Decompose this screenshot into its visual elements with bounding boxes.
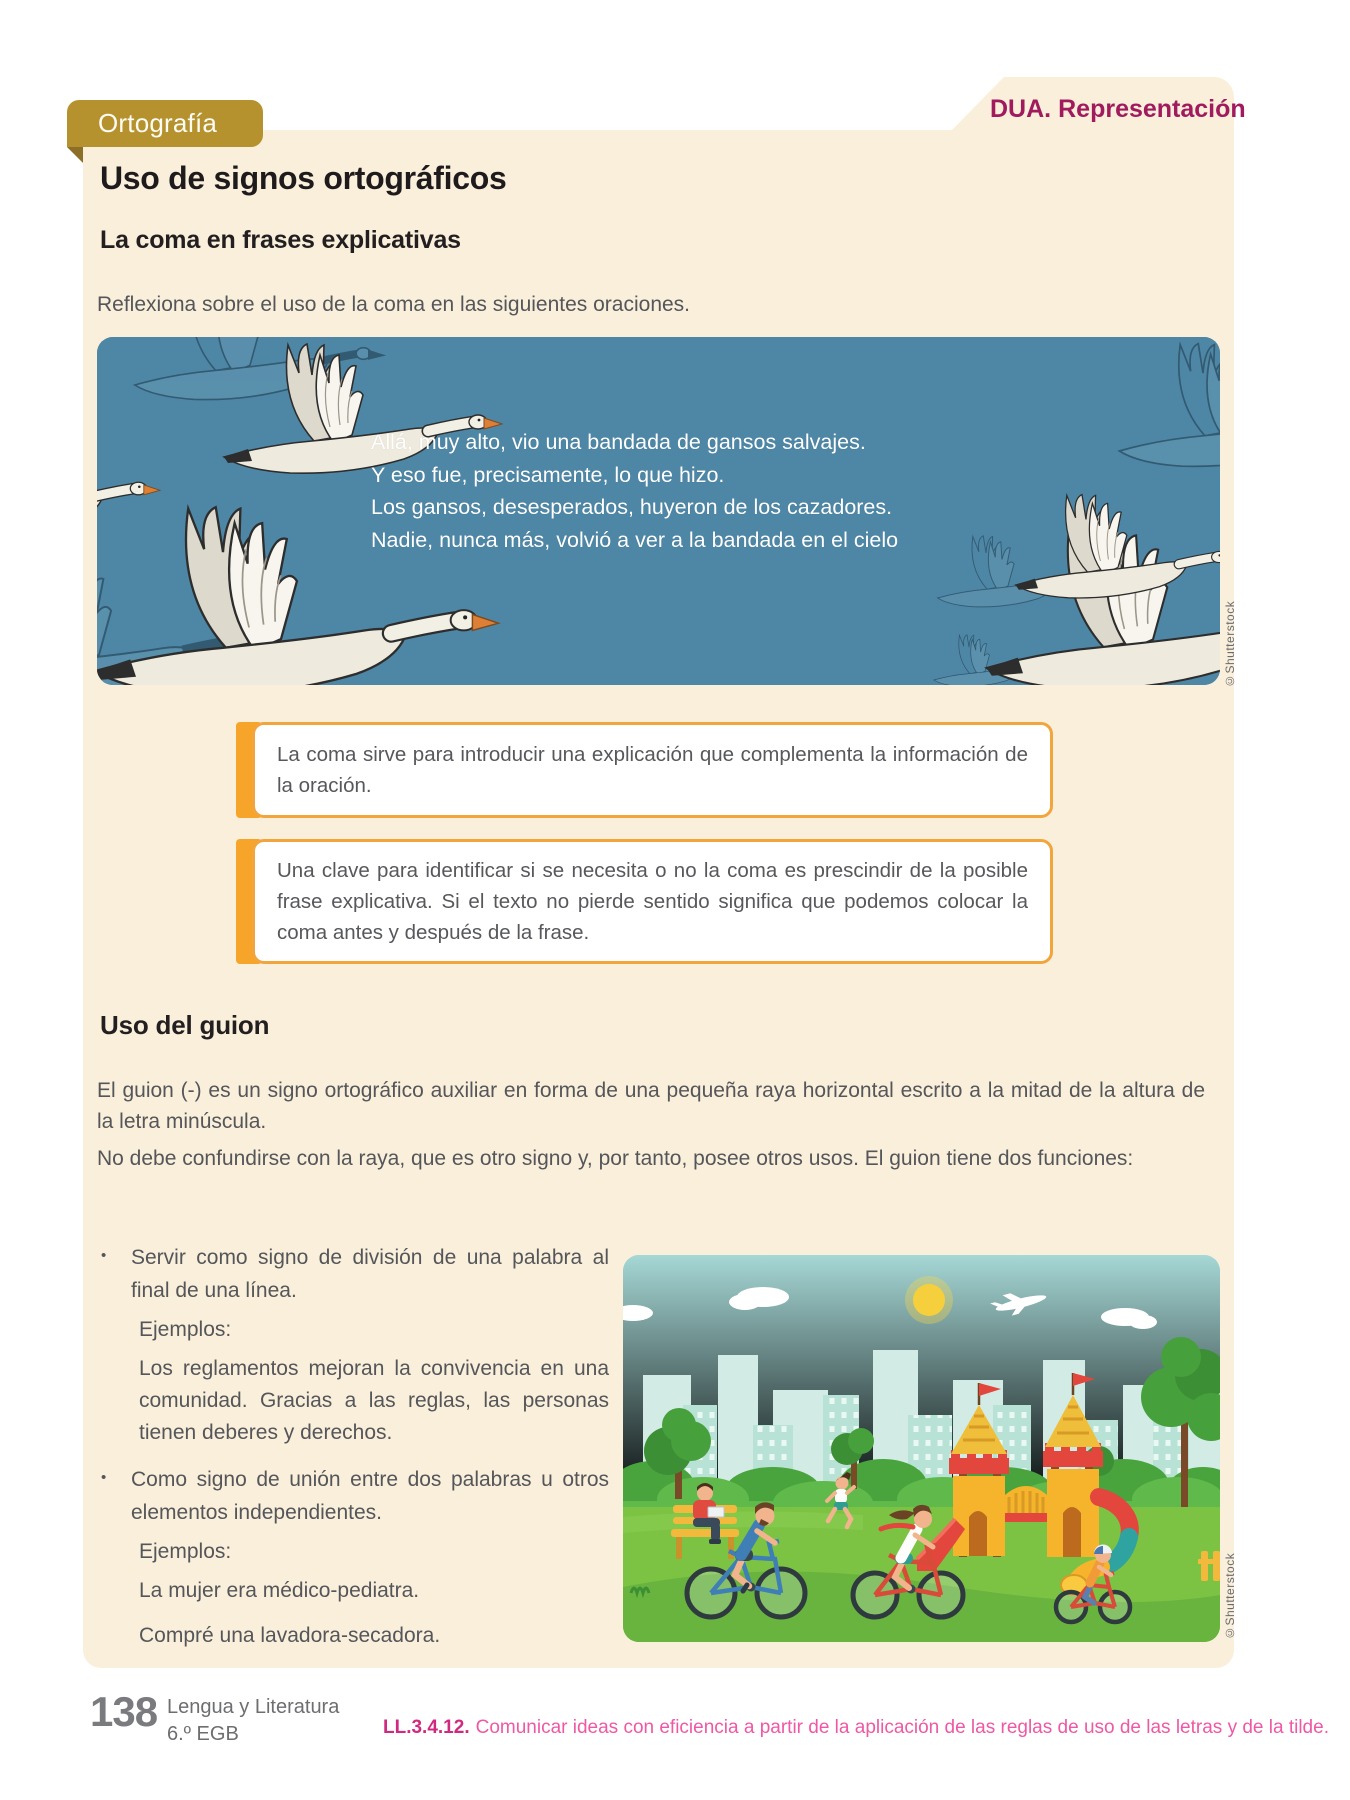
sentence-line: Allá, muy alto, vio una bandada de gansos salvajes.	[371, 430, 866, 454]
sentence-line: Los gansos, desesperados, huyeron de los cazadores.	[371, 495, 893, 520]
example-text: Los reglamentos mejoran la convivencia en una comunidad. Gracias a las reglas, las personas tienen deberes y derechos.	[139, 1357, 609, 1444]
example-text: La mujer era médico-pediatra.	[139, 1579, 420, 1602]
page-number: 138	[90, 1688, 158, 1735]
standard-text: Comunicar ideas con eficiencia a partir de la aplicación de las reglas de uso de las letras y de la tilde.	[475, 1717, 1329, 1738]
section-heading: Uso del guion	[100, 1010, 270, 1040]
sentence-line: Nadie, nunca más, volvió a ver a la bandada en el cielo	[371, 527, 899, 552]
dua-representation: Representación	[1058, 95, 1246, 123]
page-subtitle: La coma en frases explicativas	[100, 226, 461, 254]
footer-standard	[383, 1717, 1329, 1739]
image-credit: ©Shutterstock	[1223, 1552, 1237, 1640]
example-text: Compré una lavadora-secadora.	[139, 1624, 441, 1647]
dua-code: DUA.	[990, 95, 1052, 123]
callout-text: Una clave para identificar si se necesita o no la coma es prescindir de la posible frase explicativa. Si el texto no pierde sentido significa que podemos colocar la coma antes y después de la frase.	[277, 859, 1028, 944]
intro-paragraph: Reflexiona sobre el uso de la coma en las siguientes oraciones.	[97, 293, 691, 316]
bullet-list	[97, 1241, 609, 1665]
park-illustration	[623, 1255, 1220, 1642]
swans-image	[97, 337, 1220, 685]
footer-subject	[167, 1694, 339, 1748]
bullet-icon: •	[101, 1469, 107, 1486]
sentence-line: Y eso fue, precisamente, lo que hizo.	[371, 462, 725, 487]
section-badge	[67, 100, 263, 147]
list-item-text: Servir como signo de división de una palabra al final de una línea.	[131, 1246, 609, 1302]
section-badge-label: Ortografía	[98, 108, 218, 138]
page-title: Uso de signos ortográficos	[100, 160, 507, 196]
standard-code: LL.3.4.12.	[383, 1717, 470, 1738]
guion-paragraph-2: No debe confundirse con la raya, que es otro signo y, por tanto, posee otros usos. El guion tiene dos funciones:	[97, 1147, 1134, 1170]
callout-text: La coma sirve para introducir una explicación que complementa la información de la oración.	[277, 743, 1028, 797]
guion-paragraph-1: El guion (-) es un signo ortográfico auxiliar en forma de una pequeña raya horizontal escrito a la mitad de la altura de la letra minúscula.	[97, 1079, 1205, 1133]
list-item	[97, 1241, 609, 1307]
examples-label: Ejemplos:	[139, 1318, 232, 1341]
list-item-text: Como signo de unión entre dos palabras u otros elementos independientes.	[131, 1468, 609, 1524]
footer-grade: 6.º EGB	[167, 1723, 239, 1745]
examples-label: Ejemplos:	[139, 1540, 232, 1563]
footer-subject-name: Lengua y Literatura	[167, 1696, 340, 1718]
callout-box-2	[252, 839, 1053, 964]
list-item	[97, 1463, 609, 1529]
park-image	[623, 1255, 1220, 1642]
badge-fold-triangle	[67, 147, 83, 163]
image-credit: ©Shutterstock	[1223, 600, 1237, 688]
dua-label	[990, 95, 1246, 124]
swan-image-sentences	[371, 426, 898, 556]
callout-box-1	[252, 722, 1053, 818]
bullet-icon: •	[101, 1247, 107, 1264]
